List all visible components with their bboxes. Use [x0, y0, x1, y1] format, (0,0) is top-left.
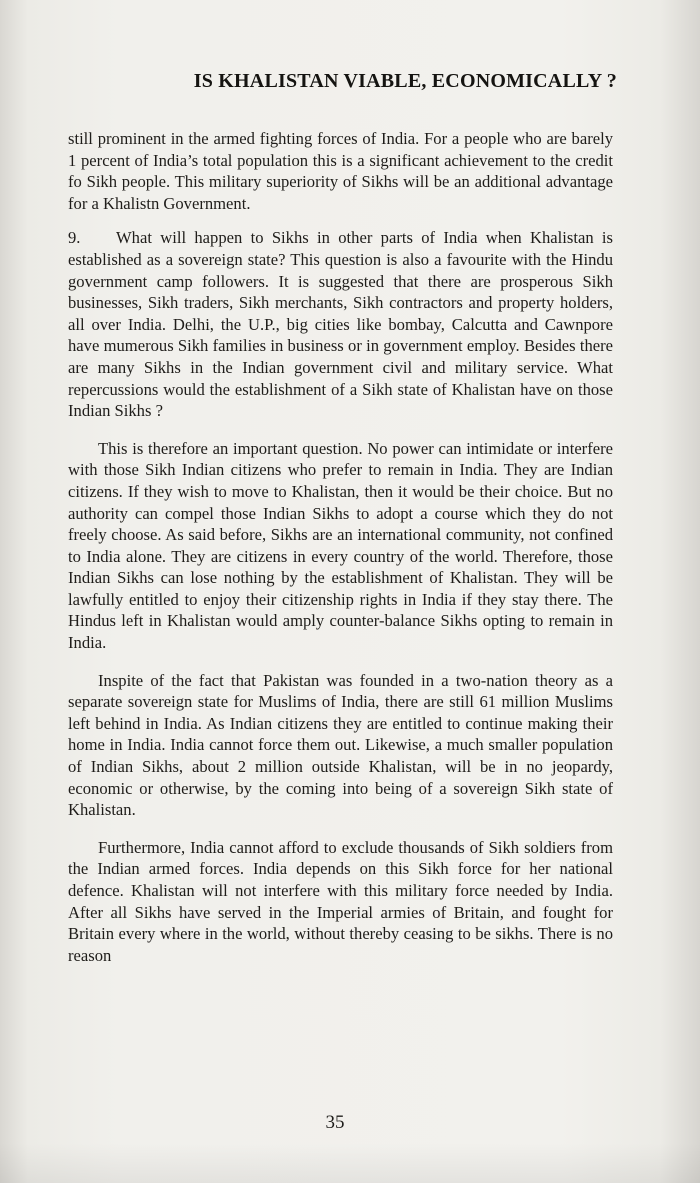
running-header: IS KHALISTAN VIABLE, ECONOMICALLY ? [193, 70, 617, 92]
paragraph-number: 9. [68, 228, 81, 248]
paragraph: Furthermore, India cannot afford to exclude thousands of Sikh soldiers from the Indian armed forces. India depends on this Sikh force for her national defence. Khalistan will not interfere with this military force needed by India. After all Sikhs have served in the Imperial armies of Britain, and fought for Britain every where in the world, without thereby ceasing to be sikhs. There is no reason [68, 837, 613, 965]
paragraph-numbered-9 [68, 227, 613, 421]
body-text [68, 128, 613, 982]
paragraph-text: What will happen to Sikhs in other parts of India when Khalistan is established as a sovereign state? This question is also a favourite with the Hindu government camp followers. It is suggested that there are prosperous Sikh businesses, Sikh traders, Sikh merchants, Sikh contractors and property holders, all over India. Delhi, the U.P., big cities like bombay, Calcutta and Cawnpore have mumerous Sikh families in business or in government employ. Besides there are many Sikhs in the Indian government civil and military service. What repercussions would the establishment of a Sikh state of Khalistan have on those Indian Sikhs ? [68, 228, 613, 421]
paragraph-continued: still prominent in the armed fighting forces of India. For a people who are barely 1 percent of India’s total population this is a significant achievement to the credit fo Sikh people. This military superiority of Sikhs will be an additional advantage for a Khalistn Government. [68, 129, 613, 213]
page-number: 35 [325, 1112, 345, 1133]
page-edge-shadow [0, 1143, 700, 1183]
paragraph: This is therefore an important question. No power can intimidate or interfere with those Sikh Indian citizens who prefer to remain in India. They are Indian citizens. If they wish to move to Khalistan, then it would be their choice. But no authority can compel those Indian Sikhs to adopt a course which they do not freely choose. As said before, Sikhs are an international community, not confined to India alone. They are citizens in every country of the world. Therefore, those Indian Sikhs can lose nothing by the establishment of Khalistan. They will be lawfully entitled to enjoy their citizenship rights in India if they stay there. The Hindus left in Khalistan would amply counter-balance Sikhs opting to remain in India. [68, 438, 613, 653]
paragraph: Inspite of the fact that Pakistan was founded in a two-nation theory as a separate sovereign state for Muslims of India, there are still 61 million Muslims left behind in India. As Indian citizens they are entitled to continue making their home in India. India cannot force them out. Likewise, a much smaller population of Indian Sikhs, about 2 million outside Khalistan, will be in no jeopardy, economic or otherwise, by the coming into being of a sovereign Sikh state of Khalistan. [68, 670, 613, 820]
